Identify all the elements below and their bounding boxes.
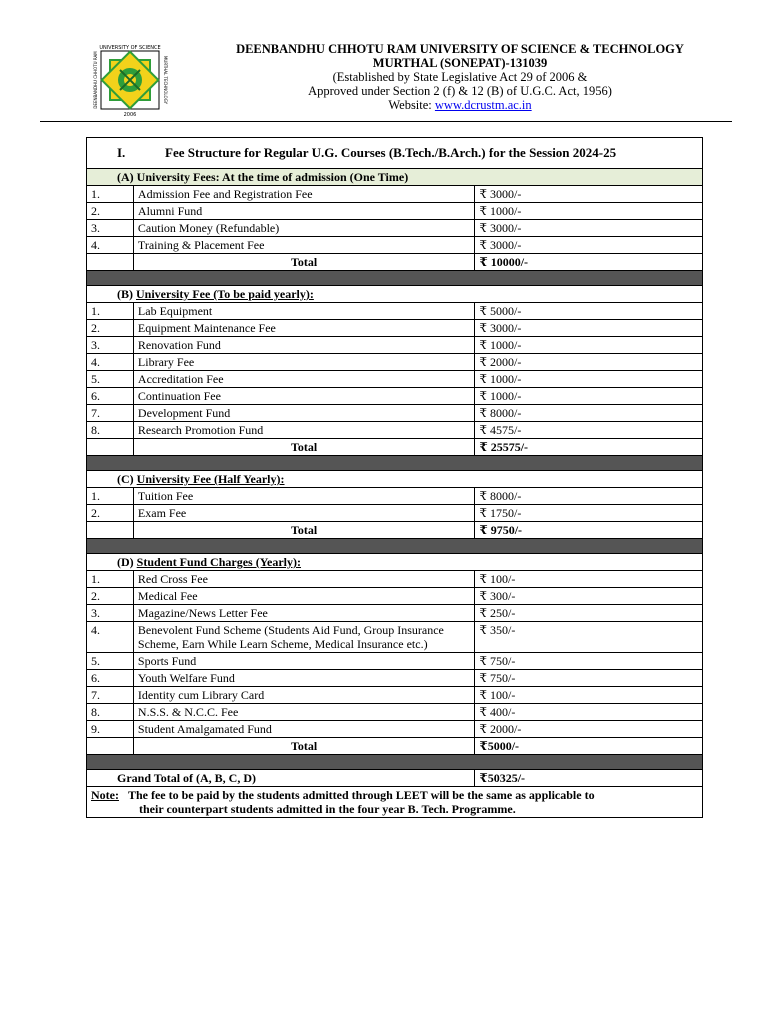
svg-text:MURTHAL TECHNOLOGY: MURTHAL TECHNOLOGY xyxy=(163,55,168,105)
section-c-total: ₹ 9750/- xyxy=(475,522,703,539)
note-text-line1: The fee to be paid by the students admitted through LEET will be the same as applicable to xyxy=(127,788,595,802)
total-label: Total xyxy=(133,439,474,456)
row-number: 5. xyxy=(87,653,134,670)
fee-amount: ₹ 350/- xyxy=(475,622,703,653)
fee-amount: ₹ 8000/- xyxy=(475,488,703,505)
table-row xyxy=(87,220,703,237)
fee-amount: ₹ 1000/- xyxy=(475,388,703,405)
row-number: 2. xyxy=(87,320,134,337)
fee-amount: ₹ 1000/- xyxy=(475,337,703,354)
row-number: 4. xyxy=(87,354,134,371)
table-row xyxy=(87,405,703,422)
svg-text:2006: 2006 xyxy=(123,112,137,118)
fee-item: Caution Money (Refundable) xyxy=(133,220,474,237)
row-number: 4. xyxy=(87,622,134,653)
fee-amount: ₹ 3000/- xyxy=(475,237,703,254)
university-name: DEENBANDHU CHHOTU RAM UNIVERSITY OF SCIENCE & TECHNOLOGY xyxy=(236,42,684,56)
row-number: 1. xyxy=(87,488,134,505)
fee-amount: ₹ 8000/- xyxy=(475,405,703,422)
table-row xyxy=(87,186,703,203)
table-row xyxy=(87,687,703,704)
section-d-heading-row xyxy=(87,554,703,571)
table-row xyxy=(87,337,703,354)
table-row xyxy=(87,422,703,439)
establishment-line: (Established by State Legislative Act 29 of 2006 & xyxy=(332,70,588,84)
row-number: 5. xyxy=(87,371,134,388)
row-number: 1. xyxy=(87,303,134,320)
fee-item: Renovation Fund xyxy=(133,337,474,354)
row-number: 7. xyxy=(87,687,134,704)
table-row xyxy=(87,505,703,522)
section-c-heading: University Fee (Half Yearly): xyxy=(136,472,285,486)
fee-structure-table xyxy=(86,137,703,818)
section-a-heading-row xyxy=(87,169,703,186)
fee-item: Identity cum Library Card xyxy=(133,687,474,704)
row-number: 3. xyxy=(87,337,134,354)
row-number: 2. xyxy=(87,505,134,522)
table-row xyxy=(87,571,703,588)
table-row xyxy=(87,721,703,738)
row-number: 1. xyxy=(87,571,134,588)
section-c-total-row xyxy=(87,522,703,539)
website-line xyxy=(200,98,720,112)
fee-amount: ₹ 2000/- xyxy=(475,354,703,371)
table-row xyxy=(87,670,703,687)
table-row xyxy=(87,303,703,320)
fee-item: Accreditation Fee xyxy=(133,371,474,388)
approval-line: Approved under Section 2 (f) & 12 (B) of U.G.C. Act, 1956) xyxy=(308,84,612,98)
section-roman-numeral: I. xyxy=(117,145,126,160)
fee-item: Continuation Fee xyxy=(133,388,474,405)
fee-item: Alumni Fund xyxy=(133,203,474,220)
fee-item: Research Promotion Fund xyxy=(133,422,474,439)
section-b-prefix: (B) xyxy=(117,287,136,301)
fee-amount: ₹ 250/- xyxy=(475,605,703,622)
section-d-heading: Student Fund Charges (Yearly): xyxy=(136,555,302,569)
total-label: Total xyxy=(133,254,474,271)
website-link[interactable]: www.dcrustm.ac.in xyxy=(434,98,532,112)
website-label: Website: xyxy=(388,98,435,112)
table-row xyxy=(87,354,703,371)
fee-item: Red Cross Fee xyxy=(133,571,474,588)
table-row xyxy=(87,704,703,721)
section-d-prefix: (D) xyxy=(117,555,137,569)
fee-amount: ₹ 400/- xyxy=(475,704,703,721)
table-row xyxy=(87,203,703,220)
fee-amount: ₹ 750/- xyxy=(475,653,703,670)
university-logo xyxy=(92,42,168,118)
fee-amount: ₹ 2000/- xyxy=(475,721,703,738)
row-number: 6. xyxy=(87,670,134,687)
row-number: 3. xyxy=(87,220,134,237)
fee-item: Admission Fee and Registration Fee xyxy=(133,186,474,203)
note-text-line2: their counterpart students admitted in the four year B. Tech. Programme. xyxy=(139,802,516,816)
row-number: 4. xyxy=(87,237,134,254)
table-row xyxy=(87,320,703,337)
table-title-row xyxy=(87,138,703,169)
fee-item: Lab Equipment xyxy=(133,303,474,320)
grand-total-amount: ₹50325/- xyxy=(475,770,703,787)
section-separator xyxy=(87,271,703,286)
fee-item: N.S.S. & N.C.C. Fee xyxy=(133,704,474,721)
section-a-heading: University Fees: At the time of admission (One Time) xyxy=(136,170,409,184)
fee-item: Benevolent Fund Scheme (Students Aid Fund, Group Insurance Scheme, Earn While Learn Scheme, Medical Insurance etc.) xyxy=(133,622,474,653)
section-b-total-row xyxy=(87,439,703,456)
section-separator xyxy=(87,755,703,770)
university-address: MURTHAL (SONEPAT)-131039 xyxy=(372,56,548,70)
fee-item: Sports Fund xyxy=(133,653,474,670)
row-number: 7. xyxy=(87,405,134,422)
grand-total-row xyxy=(87,770,703,787)
fee-item: Medical Fee xyxy=(133,588,474,605)
fee-amount: ₹ 100/- xyxy=(475,571,703,588)
fee-item: Equipment Maintenance Fee xyxy=(133,320,474,337)
note-row xyxy=(87,787,703,818)
table-title: Fee Structure for Regular U.G. Courses (B.Tech./B.Arch.) for the Session 2024-25 xyxy=(165,145,617,160)
section-c-heading-row xyxy=(87,471,703,488)
section-b-heading: University Fee (To be paid yearly): xyxy=(136,287,314,301)
fee-amount: ₹ 750/- xyxy=(475,670,703,687)
fee-amount: ₹ 3000/- xyxy=(475,220,703,237)
table-row xyxy=(87,605,703,622)
section-a-prefix: (A) xyxy=(117,170,137,184)
fee-amount: ₹ 3000/- xyxy=(475,186,703,203)
section-b-heading-row xyxy=(87,286,703,303)
fee-item: Tuition Fee xyxy=(133,488,474,505)
fee-amount: ₹ 4575/- xyxy=(475,422,703,439)
fee-item: Youth Welfare Fund xyxy=(133,670,474,687)
table-row xyxy=(87,371,703,388)
row-number: 2. xyxy=(87,203,134,220)
fee-amount: ₹ 1750/- xyxy=(475,505,703,522)
fee-amount: ₹ 5000/- xyxy=(475,303,703,320)
total-label: Total xyxy=(133,522,474,539)
fee-item: Training & Placement Fee xyxy=(133,237,474,254)
fee-amount: ₹ 1000/- xyxy=(475,203,703,220)
fee-item: Student Amalgamated Fund xyxy=(133,721,474,738)
row-number: 1. xyxy=(87,186,134,203)
row-number: 9. xyxy=(87,721,134,738)
note-label: Note: xyxy=(91,788,119,802)
fee-item: Exam Fee xyxy=(133,505,474,522)
row-number: 6. xyxy=(87,388,134,405)
svg-text:UNIVERSITY OF SCIENCE: UNIVERSITY OF SCIENCE xyxy=(99,45,161,51)
fee-item: Magazine/News Letter Fee xyxy=(133,605,474,622)
fee-amount: ₹ 3000/- xyxy=(475,320,703,337)
total-label: Total xyxy=(133,738,474,755)
fee-amount: ₹ 100/- xyxy=(475,687,703,704)
table-row xyxy=(87,622,703,653)
row-number: 8. xyxy=(87,704,134,721)
table-row xyxy=(87,388,703,405)
header-divider xyxy=(40,121,732,122)
table-row xyxy=(87,488,703,505)
fee-item: Library Fee xyxy=(133,354,474,371)
fee-item: Development Fund xyxy=(133,405,474,422)
row-number: 2. xyxy=(87,588,134,605)
fee-amount: ₹ 1000/- xyxy=(475,371,703,388)
section-a-total-row xyxy=(87,254,703,271)
section-a-total: ₹ 10000/- xyxy=(475,254,703,271)
grand-total-label: Grand Total of (A, B, C, D) xyxy=(87,770,475,787)
section-d-total-row xyxy=(87,738,703,755)
section-c-prefix: (C) xyxy=(117,472,137,486)
table-row xyxy=(87,653,703,670)
section-separator xyxy=(87,539,703,554)
section-separator xyxy=(87,456,703,471)
fee-amount: ₹ 300/- xyxy=(475,588,703,605)
row-number: 3. xyxy=(87,605,134,622)
table-row xyxy=(87,237,703,254)
section-b-total: ₹ 25575/- xyxy=(475,439,703,456)
section-d-total: ₹5000/- xyxy=(475,738,703,755)
svg-text:DEENBANDHU CHHOTU RAM: DEENBANDHU CHHOTU RAM xyxy=(93,51,98,109)
table-row xyxy=(87,588,703,605)
row-number: 8. xyxy=(87,422,134,439)
